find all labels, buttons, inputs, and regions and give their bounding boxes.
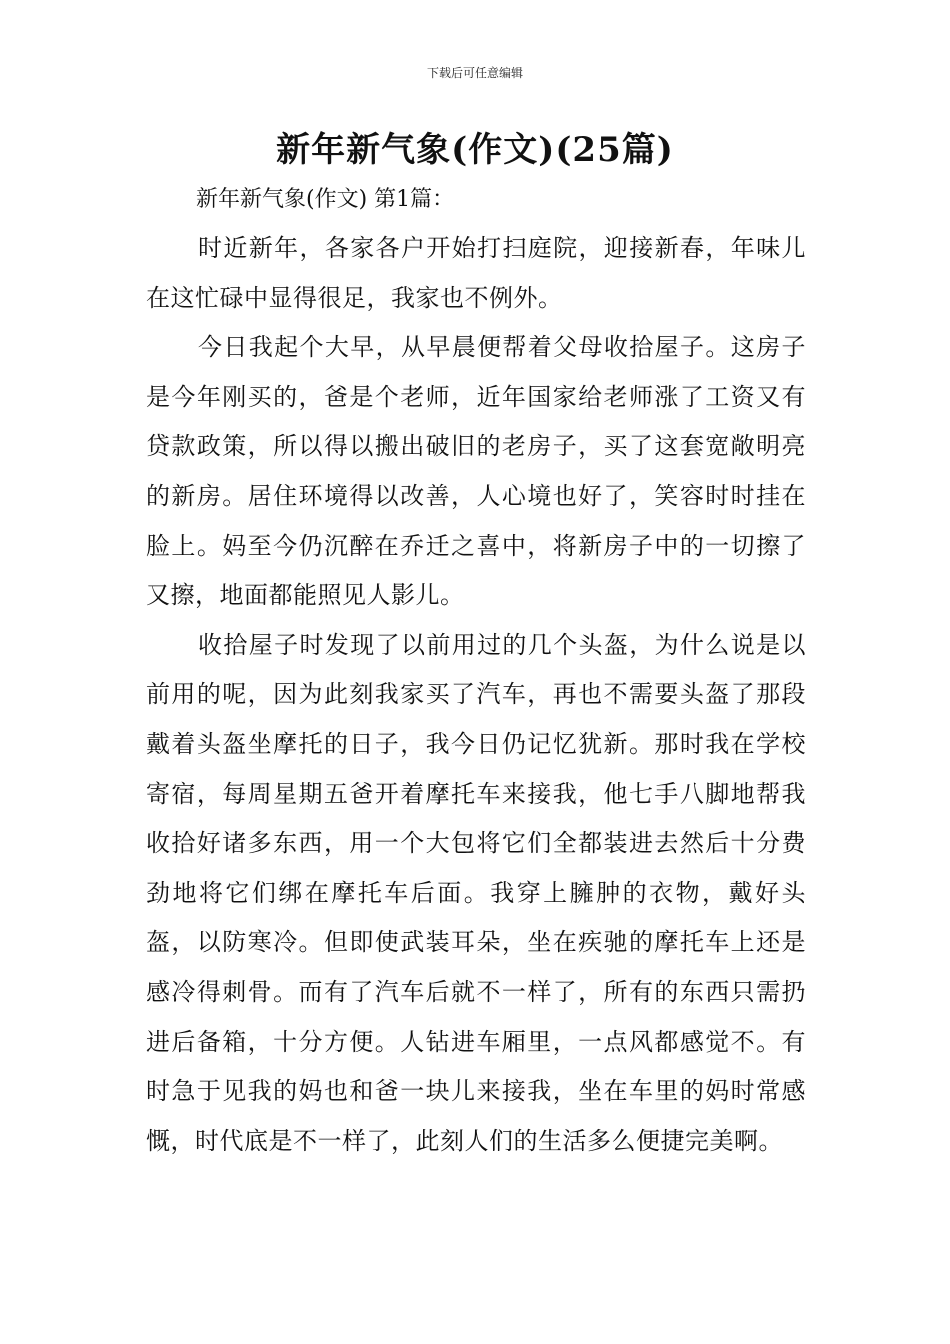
document-title: 新年新气象(作文)(25篇) xyxy=(276,130,674,170)
paragraph-2: 今日我起个大早，从早晨便帮着父母收拾屋子。这房子是今年刚买的，爸是个老师，近年国家给老师涨了工资又有贷款政策，所以得以搬出破旧的老房子，买了这套宽敞明亮的新房。居住环境得以改善，人心境也好了，笑容时时挂在脸上。妈至今仍沉醉在乔迁之喜中，将新房子中的一切擦了又擦，地面都能照见人影儿。 xyxy=(146,333,806,610)
paragraph-3: 收拾屋子时发现了以前用过的几个头盔，为什么说是以前用的呢，因为此刻我家买了汽车，再也不需要头盔了那段戴着头盔坐摩托的日子，我今日仍记忆犹新。那时我在学校寄宿，每周星期五爸开着摩托车来接我，他七手八脚地帮我收拾好诸多东西，用一个大包将它们全都装进去然后十分费劲地将它们绑在摩托车后面。我穿上臃肿的衣物，戴好头盔，以防寒冷。但即使武装耳朵，坐在疾驰的摩托车上还是感冷得刺骨。而有了汽车后就不一样了，所有的东西只需扔进后备箱，十分方便。人钻进车厢里，一点风都感觉不。有时急于见我的妈也和爸一块儿来接我，坐在车里的妈时常感慨，时代底是不一样了，此刻人们的生活多么便捷完美啊。 xyxy=(146,630,806,1155)
section-heading: 新年新气象(作文) 第1篇： xyxy=(196,187,455,212)
page-header-note: 下载后可任意编辑 xyxy=(426,66,523,80)
paragraph-1: 时近新年，各家各户开始打扫庭院，迎接新春，年味儿在这忙碌中显得很足，我家也不例外。 xyxy=(146,234,806,312)
document-body xyxy=(146,224,806,1166)
